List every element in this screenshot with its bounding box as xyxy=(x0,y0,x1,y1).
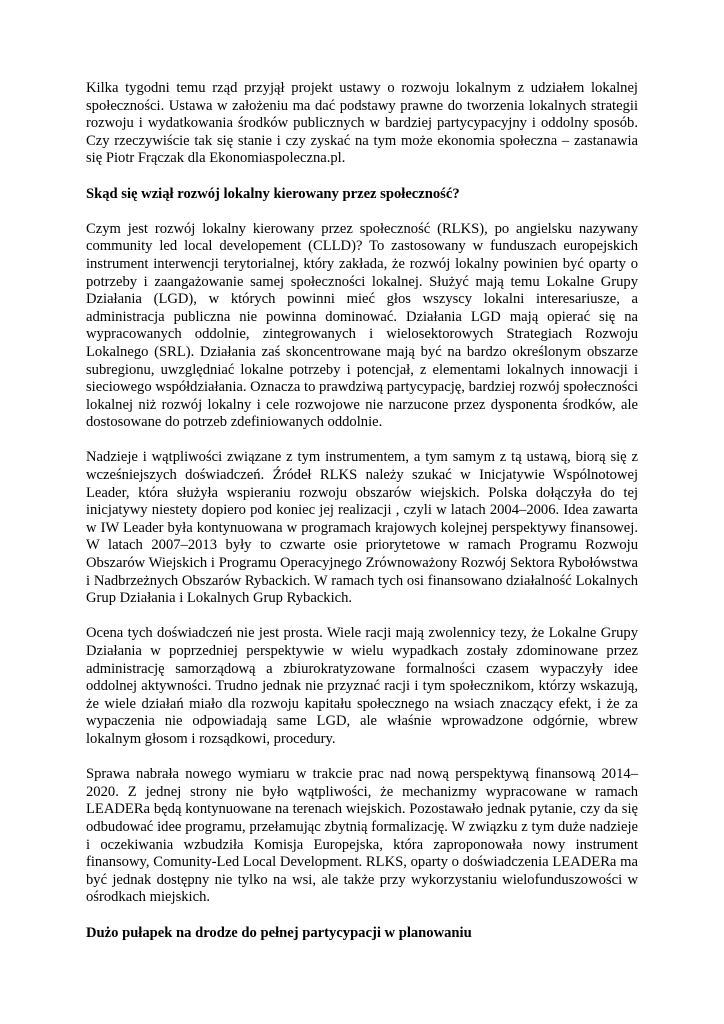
paragraph-rlks-definition: Czym jest rozwój lokalny kierowany przez społeczność (RLKS), po angielsku nazywany community led local developement (CLLD)? To zastosowany w funduszach europejskich instrument interwencji terytorialnej, który zakłada, że rozwój lokalny powinien być oparty o potrzeby i zaangażowanie samej społeczności lokalnej. Służyć mają temu Lokalne Grupy Działania (LGD), w których powinni mieć głos wszyscy lokalni interesariusze, a administracja publiczna nie powinna dominować. Działania LGD mają opierać się na wypracowanych oddolnie, zintegrowanych i wielosektorowych Strategiach Rozwoju Lokalnego (SRL). Działania zaś skoncentrowane mają być na bardzo określonym obszarze subregionu, uwzględniać lokalne potrzeby i potencjał, z elementami lokalnych innowacji i sieciowego współdziałania. Oznacza to prawdziwą partycypację, bardziej rozwój społeczności lokalnej niż rozwój lokalny i cele rozwojowe nie narzucone przez dysponenta środków, ale dostosowane do potrzeb zdefiniowanych oddolnie. xyxy=(86,220,638,431)
section-heading-pitfalls: Dużo pułapek na drodze do pełnej partycypacji w planowaniu xyxy=(86,924,472,941)
paragraph-leader-history: Nadzieje i wątpliwości związane z tym instrumentem, a tym samym z tą ustawą, biorą się z wcześniejszych doświadczeń. Źródeł RLKS należy szukać w Inicjatywie Wspólnotowej Leader, która służyła wspieraniu rozwoju obszarów wiejskich. Polska dołączyła do tej inicjatywy niestety dopiero pod koniec jej realizacji , czyli w latach 2004–2006. Idea zawarta w IW Leader była kontynuowana w programach krajowych kolejnej perspektywy finansowej. W latach 2007–2013 były to czwarte osie priorytetowe w ramach Programu Rozwoju Obszarów Wiejskich i Programu Operacyjnego Zrównoważony Rozwój Sektora Rybołówstwa i Nadbrzeżnych Obszarów Rybackich. W ramach tych osi finansowano działalność Lokalnych Grup Działania i Lokalnych Grup Rybackich. xyxy=(86,449,638,607)
paragraph-evaluation: Ocena tych doświadczeń nie jest prosta. Wiele racji mają zwolennicy tezy, że Lokalne Grupy Działania w poprzedniej perspektywie w wielu wypadkach zostały zdominowane przez administrację samorządową a zbiurokratyzowane formalności czasem wypaczyły idee oddolnej aktywności. Trudno jednak nie przyznać racji i tym społecznikom, którzy wskazują, że wiele działań miało dla rozwoju kapitału społecznego na wsiach znaczący efekt, i że za wypaczenia nie odpowiadają same LGD, ale właśnie wprowadzone odgórnie, wbrew lokalnym głosom i rozsądkowi, procedury. xyxy=(86,625,638,747)
document-page xyxy=(86,80,638,960)
section-heading-origins: Skąd się wziął rozwój lokalny kierowany przez społeczność? xyxy=(86,185,460,202)
paragraph-new-perspective: Sprawa nabrała nowego wymiaru w trakcie prac nad nową perspektywą finansową 2014–2020. Z jednej strony nie było wątpliwości, że mechanizmy wypracowane w ramach LEADERa będą kontynuowane na terenach wiejskich. Pozostawało jednak pytanie, czy da się odbudować idee programu, przełamując zbytnią formalizację. W związku z tym duże nadzieje i oczekiwania wzbudziła Komisja Europejska, która zaproponowała nowy instrument finansowy, Comunity-Led Local Development. RLKS, oparty o doświadczenia LEADERa ma być jednak dostępny nie tylko na wsi, ale także przy wykorzystaniu wielofunduszowości w ośrodkach miejskich. xyxy=(86,766,638,906)
intro-paragraph: Kilka tygodni temu rząd przyjął projekt ustawy o rozwoju lokalnym z udziałem lokalnej społeczności. Ustawa w założeniu ma dać podstawy prawne do tworzenia lokalnych strategii rozwoju i wydatkowania środków publicznych w bardziej partycypacyjny i oddolny sposób. Czy rzeczywiście tak się stanie i czy zyskać na tym może ekonomia społeczna – zastanawia się Piotr Frączak dla Ekonomiaspoleczna.pl. xyxy=(86,80,638,167)
